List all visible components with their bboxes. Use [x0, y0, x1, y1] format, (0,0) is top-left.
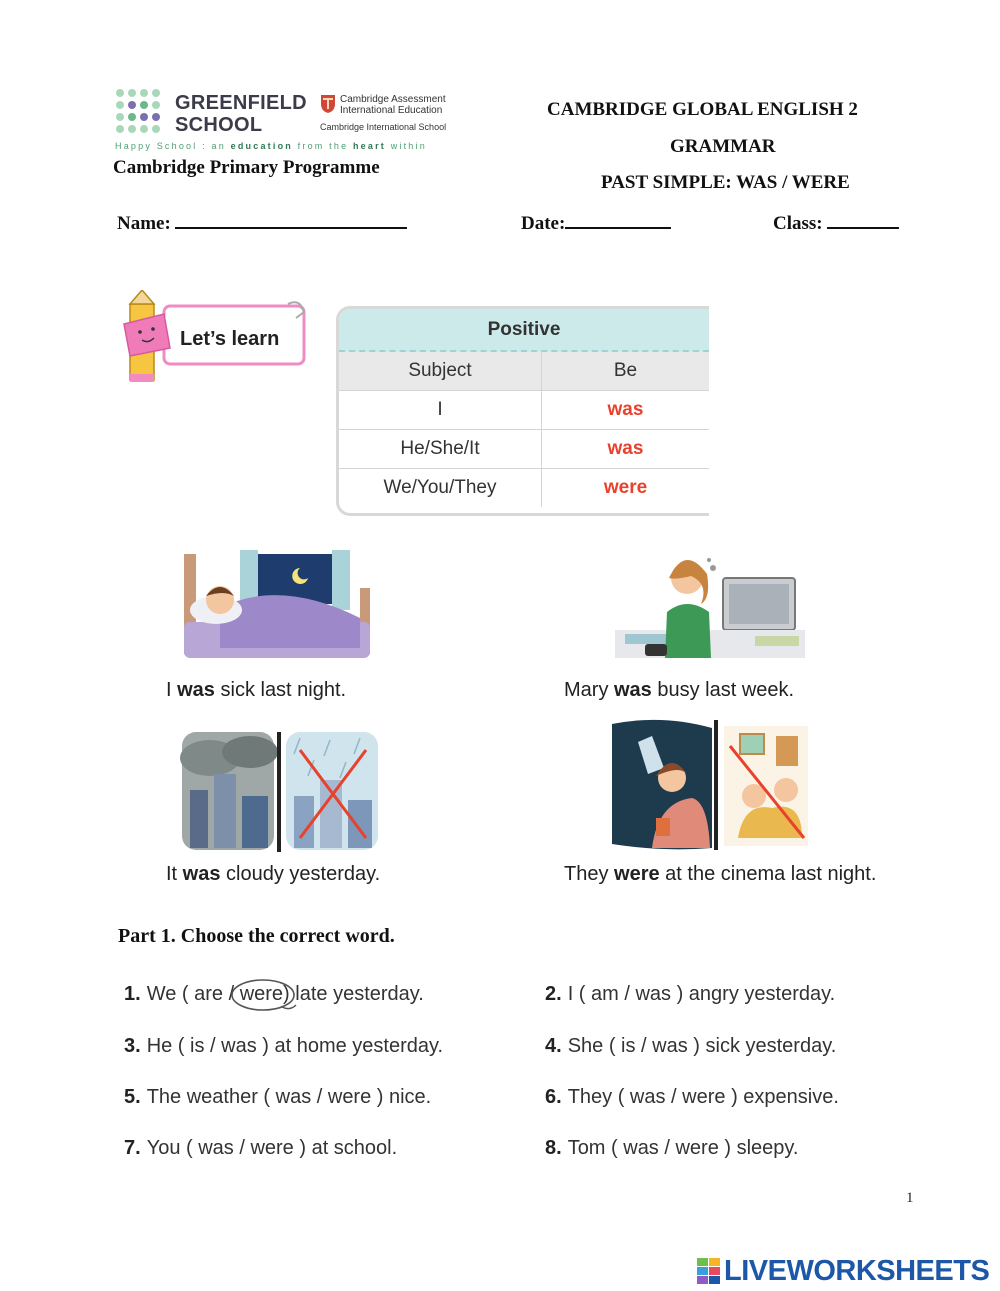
programme-label: Cambridge Primary Programme	[113, 157, 380, 178]
lets-learn-label: Let’s learn	[180, 328, 280, 350]
table-cell-subject: He/She/It	[339, 430, 542, 468]
example-caption: I was sick last night.	[166, 679, 347, 701]
exercise-item-7[interactable]: 7. You ( was / were ) at school.	[124, 1137, 398, 1159]
exercise-item-3[interactable]: 3. He ( is / was ) at home yesterday.	[124, 1035, 444, 1057]
name-field[interactable]: Name:	[117, 213, 407, 235]
exercise-item-2[interactable]: 2. I ( am / was ) angry yesterday.	[545, 983, 836, 1005]
column-header-be: Be	[613, 360, 638, 381]
exercise-item-4[interactable]: 4. She ( is / was ) sick yesterday.	[545, 1035, 837, 1057]
name-line[interactable]	[175, 213, 407, 229]
table-row	[339, 469, 709, 507]
grammar-table	[336, 306, 709, 516]
table-cell-subject: I	[339, 391, 542, 429]
course-title: CAMBRIDGE GLOBAL ENGLISH 2	[547, 99, 858, 120]
example-caption: It was cloudy yesterday.	[166, 863, 381, 885]
column-header-subject: Subject	[339, 352, 542, 390]
exercise-item-6[interactable]: 6. They ( was / were ) expensive.	[545, 1086, 839, 1108]
liveworksheets-text: LIVEWORKSHEETS	[724, 1254, 990, 1287]
family-at-cinema-illustration	[608, 718, 813, 853]
cloudy-vs-rainy-illustration	[180, 730, 380, 855]
answer-circle-icon	[232, 977, 298, 1015]
circled-answer[interactable]: were	[240, 983, 283, 1006]
cambridge-shield-icon	[320, 94, 336, 114]
example-caption: They were at the cinema last night.	[564, 863, 877, 885]
topic-title: PAST SIMPLE: WAS / WERE	[601, 172, 850, 193]
cambridge-logo: Cambridge Assessment International Education Cambridge International School	[320, 94, 447, 132]
date-field[interactable]: Date:	[521, 213, 671, 235]
exercise-item-1[interactable]: 1. We ( are / were ) late yesterday.	[124, 983, 424, 1006]
liveworksheets-logo-icon	[697, 1258, 721, 1284]
school-logo-dots-icon	[115, 88, 165, 138]
sick-boy-in-bed-illustration	[180, 548, 375, 668]
section-title: GRAMMAR	[670, 136, 776, 157]
page-number: 1	[906, 1190, 914, 1206]
table-row	[339, 391, 709, 430]
example-caption: Mary was busy last week.	[564, 679, 795, 701]
class-field[interactable]: Class:	[773, 213, 899, 235]
school-tagline: Happy School : an education from the heart within	[115, 141, 427, 151]
table-row	[339, 430, 709, 469]
busy-woman-at-desk-illustration	[605, 548, 810, 668]
table-cell-subject: We/You/They	[339, 469, 542, 507]
class-line[interactable]	[827, 213, 899, 229]
table-cell-be: was	[607, 438, 644, 459]
exercise-item-5[interactable]: 5. The weather ( was / were ) nice.	[124, 1086, 432, 1108]
liveworksheets-brand[interactable]	[697, 1254, 989, 1288]
lets-learn-banner	[120, 290, 320, 390]
table-cell-be: was	[607, 399, 644, 420]
part1-title: Part 1. Choose the correct word.	[118, 925, 395, 947]
exercise-item-8[interactable]: 8. Tom ( was / were ) sleepy.	[545, 1137, 799, 1159]
table-cell-be: were	[603, 477, 648, 498]
table-title: Positive	[339, 309, 709, 352]
table-header-row	[339, 352, 709, 391]
date-line[interactable]	[565, 213, 671, 229]
school-logo-name: GREENFIELD SCHOOL	[175, 92, 307, 136]
